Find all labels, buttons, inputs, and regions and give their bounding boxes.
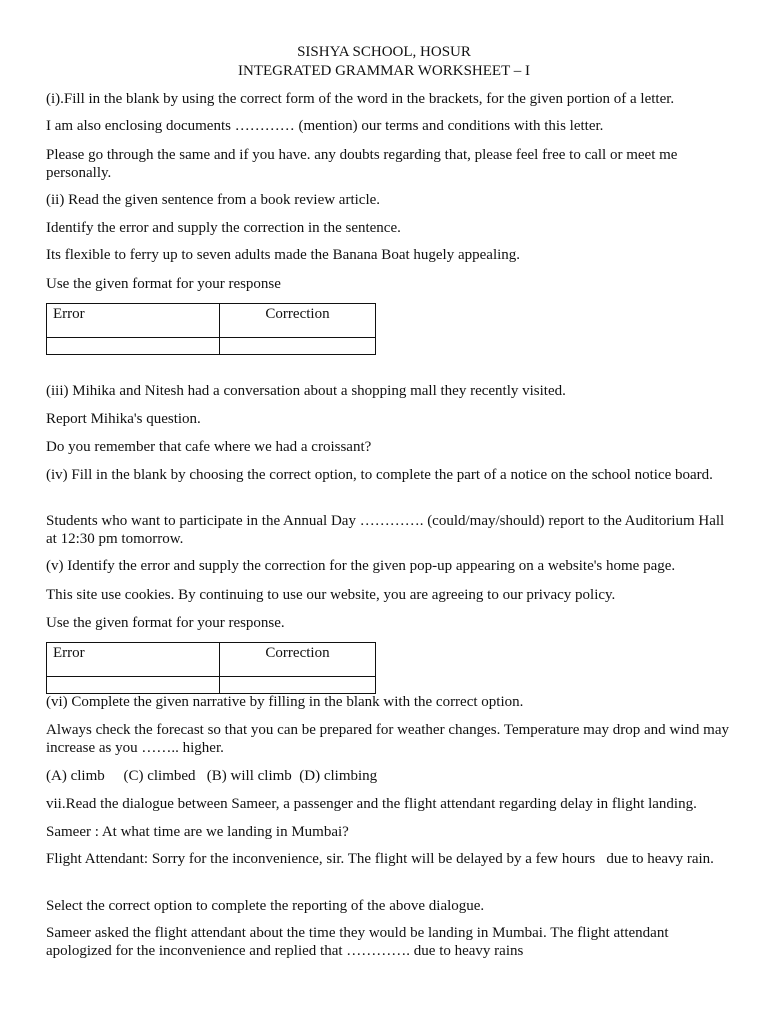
q2-sentence: Its flexible to ferry up to seven adults made the Banana Boat hugely appealing. [46,247,521,263]
q3-instruction: (iii) Mihika and Nitesh had a conversation about a shopping mall they recently visited. [46,383,566,399]
q5-correction-cell[interactable] [220,677,376,694]
q5-error-header: Error [47,643,220,677]
q5-popup-text: This site use cookies. By continuing to use our website, you are agreeing to our privacy policy. [46,587,616,603]
q6-narrative: Always check the forecast so that you can be prepared for weather changes. Temperature may drop and wind may increase as you …….. higher. [46,722,729,756]
q3-task: Report Mihika's question. [46,411,201,427]
q6-options: (A) climb (C) climbed (B) will climb (D) climbing [46,768,378,784]
q1-letter-text: Please go through the same and if you have. any doubts regarding that, please feel free to call or meet me personally. [46,147,678,181]
q5-error-cell[interactable] [47,677,220,694]
q5-correction-header: Correction [220,643,376,677]
q3-question: Do you remember that cafe where we had a croissant? [46,439,372,455]
q2-error-cell[interactable] [47,338,220,355]
q2-correction-header: Correction [220,304,376,338]
q7-reported-text: Sameer asked the flight attendant about the time they would be landing in Mumbai. The flight attendant apologized for the inconvenience and replied that …………. due to heavy rains [46,925,669,959]
q2-instruction: (ii) Read the given sentence from a book review article. [46,192,381,208]
q6-instruction: (vi) Complete the given narrative by filling in the blank with the correct option. [46,694,524,710]
q2-format-note: Use the given format for your response [46,276,281,292]
school-name: SISHYA SCHOOL, HOSUR [297,44,471,60]
q7-attendant-line: Flight Attendant: Sorry for the inconvenience, sir. The flight will be delayed by a few hours due to heavy rain. [46,851,714,867]
q4-instruction: (iv) Fill in the blank by choosing the correct option, to complete the part of a notice on the school notice board. [46,467,713,483]
q5-format-note: Use the given format for your response. [46,615,285,631]
q7-task: Select the correct option to complete the reporting of the above dialogue. [46,898,485,914]
q7-sameer-line: Sameer : At what time are we landing in Mumbai? [46,824,349,840]
q1-instruction: (i).Fill in the blank by using the correct form of the word in the brackets, for the given portion of a letter. [46,91,675,107]
q2-error-header: Error [47,304,220,338]
q2-response-table [46,303,376,355]
q4-notice-text: Students who want to participate in the Annual Day …………. (could/may/should) report to the Auditorium Hall at 12:30 pm tomorrow. [46,513,725,547]
q5-response-table [46,642,376,694]
worksheet-title: INTEGRATED GRAMMAR WORKSHEET – I [238,63,530,79]
q2-task: Identify the error and supply the correction in the sentence. [46,220,401,236]
q5-instruction: (v) Identify the error and supply the correction for the given pop-up appearing on a website's home page. [46,558,676,574]
q1-sentence: I am also enclosing documents ………… (mention) our terms and conditions with this letter. [46,118,604,134]
q7-instruction: vii.Read the dialogue between Sameer, a passenger and the flight attendant regarding delay in flight landing. [46,796,697,812]
q2-correction-cell[interactable] [220,338,376,355]
